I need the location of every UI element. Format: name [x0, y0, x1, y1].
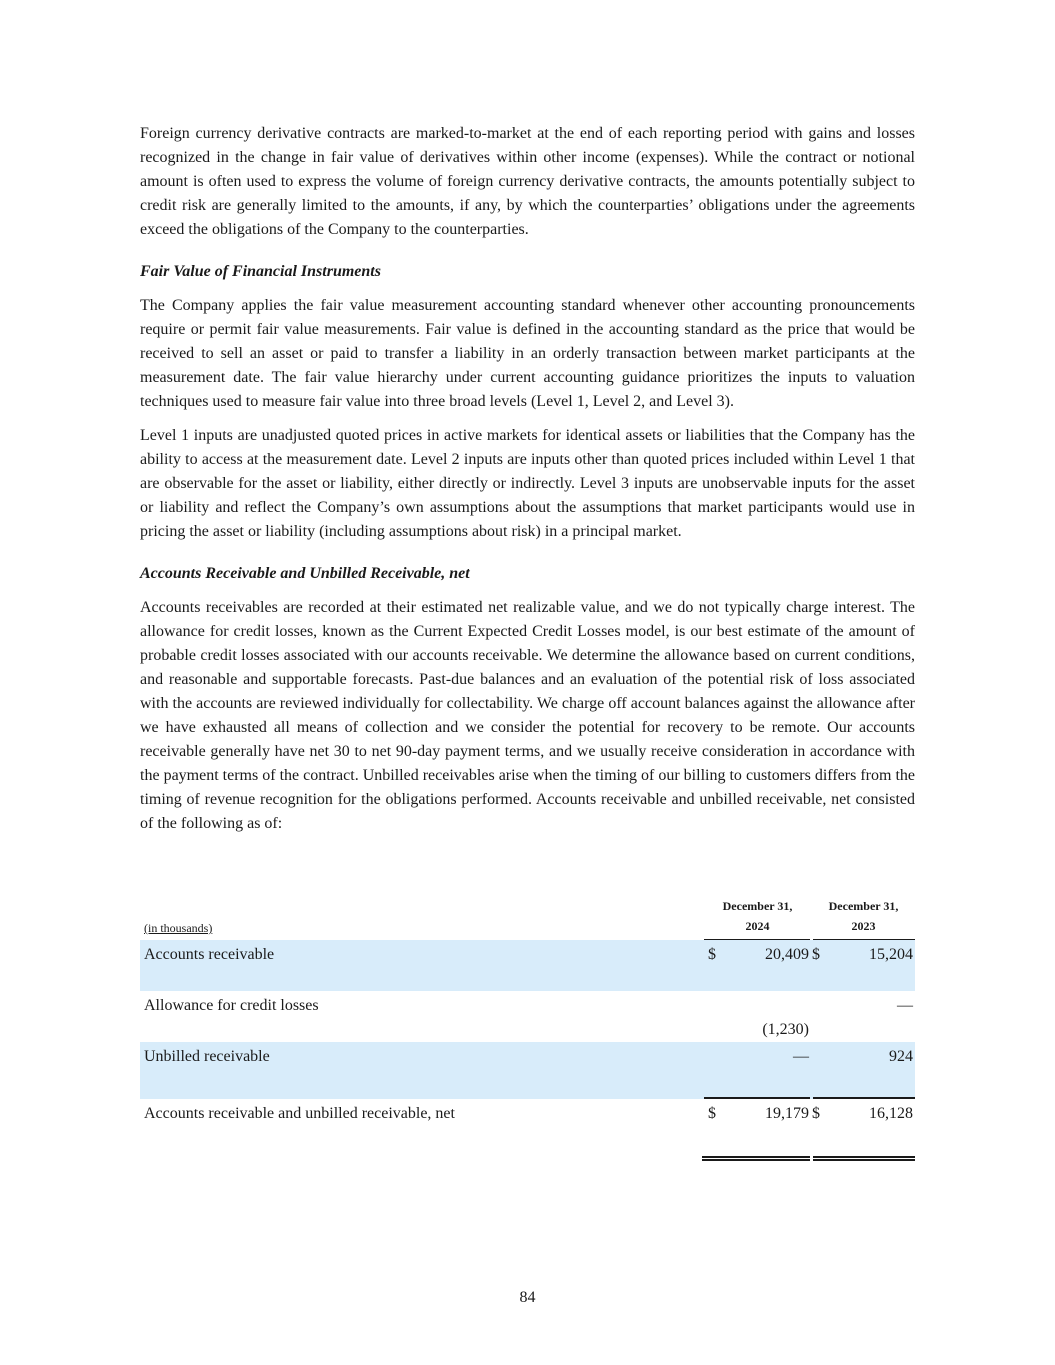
row-label: Accounts receivable and unbilled receivable, net	[144, 1105, 455, 1122]
page-number: 84	[519, 1289, 536, 1306]
column-header-2023	[812, 896, 915, 936]
value-2024: 19,179	[765, 1105, 809, 1122]
accounts-receivable-heading: Accounts Receivable and Unbilled Receivable, net	[140, 565, 470, 582]
column-header-2023-line1: December 31,	[828, 899, 899, 913]
table-row	[140, 1042, 915, 1099]
column-header-2024-line1: December 31,	[722, 899, 793, 913]
fair-value-heading: Fair Value of Financial Instruments	[140, 263, 381, 280]
receivables-table	[140, 898, 915, 1159]
table-row	[140, 991, 915, 1042]
value-2023: 924	[889, 1048, 913, 1065]
value-2023: —	[897, 997, 913, 1014]
column-header-2024-year: 2024	[745, 919, 770, 933]
table-header	[140, 898, 915, 940]
table-row	[140, 940, 915, 991]
currency-symbol: $	[708, 1105, 716, 1122]
row-label: Allowance for credit losses	[144, 997, 319, 1014]
currency-symbol: $	[812, 1105, 820, 1122]
value-2024: —	[793, 1048, 809, 1065]
accounts-receivable-paragraph: Accounts receivables are recorded at their estimated net realizable value, and we do not typically charge interest. The allowance for credit losses, known as the Current Expected Credit Losses model, is our best estimate of the amount of probable credit losses associated with our accounts receivable. We determine the allowance based on current conditions, and reasonable and supportable forecasts. Past-due balances and an evaluation of the potential risk of loss associated with the accounts are reviewed individually for collectability. We charge off account balances against the allowance after we have exhausted all means of collection and we consider the potential for recovery to be remote. Our accounts receivable generally have net 30 to net 90-day payment terms, and we usually receive consideration in accordance with the payment terms of the contract. Unbilled receivables arise when the timing of our billing to customers differs from the timing of revenue recognition for the obligations performed. Accounts receivable and unbilled receivable, net consisted of the following as of:	[140, 599, 915, 832]
total-double-rule-2024	[702, 1156, 810, 1161]
row-label: Accounts receivable	[144, 946, 275, 963]
value-2023: 16,128	[869, 1105, 913, 1122]
table-row-total	[140, 1099, 915, 1159]
document-body	[140, 122, 915, 836]
fair-value-paragraph: The Company applies the fair value measurement accounting standard whenever other accounting pronouncements require or permit fair value measurements. Fair value is defined in the accounting standard as the price that would be received to sell an asset or paid to transfer a liability in an orderly transaction between market participants at the measurement date. The fair value hierarchy under current accounting guidance prioritizes the inputs to valuation techniques used to measure fair value into three broad levels (Level 1, Level 2, and Level 3).	[140, 297, 915, 410]
currency-symbol: $	[812, 946, 820, 963]
derivatives-paragraph: Foreign currency derivative contracts are marked-to-market at the end of each reporting period with gains and losses recognized in the change in fair value of derivatives within other income (expenses). While the contract or notional amount is often used to express the volume of foreign currency derivative contracts, the amounts potentially subject to credit risk are generally limited to the amounts, if any, by which the counterparties’ obligations under the agreements exceed the obligations of the Company to the counterparties.	[140, 125, 915, 238]
row-label: Unbilled receivable	[144, 1048, 270, 1065]
units-label: (in thousands)	[144, 921, 213, 935]
currency-symbol: $	[708, 946, 716, 963]
total-double-rule-2023	[813, 1156, 915, 1161]
fair-value-levels-paragraph: Level 1 inputs are unadjusted quoted prices in active markets for identical assets or liabilities that the Company has the ability to access at the measurement date. Level 2 inputs are inputs other than quoted prices included within Level 1 that are observable for the asset or liability, either directly or indirectly. Level 3 inputs are unobservable inputs for the asset or liability and reflect the Company’s own assumptions about the assumptions that market participants would use in pricing the asset or liability (including assumptions about risk) in a principal market.	[140, 427, 915, 540]
value-2024: (1,230)	[762, 1021, 809, 1038]
column-header-2024	[705, 896, 810, 936]
value-2023: 15,204	[869, 946, 913, 963]
column-header-2023-year: 2023	[851, 919, 876, 933]
value-2024: 20,409	[765, 946, 809, 963]
